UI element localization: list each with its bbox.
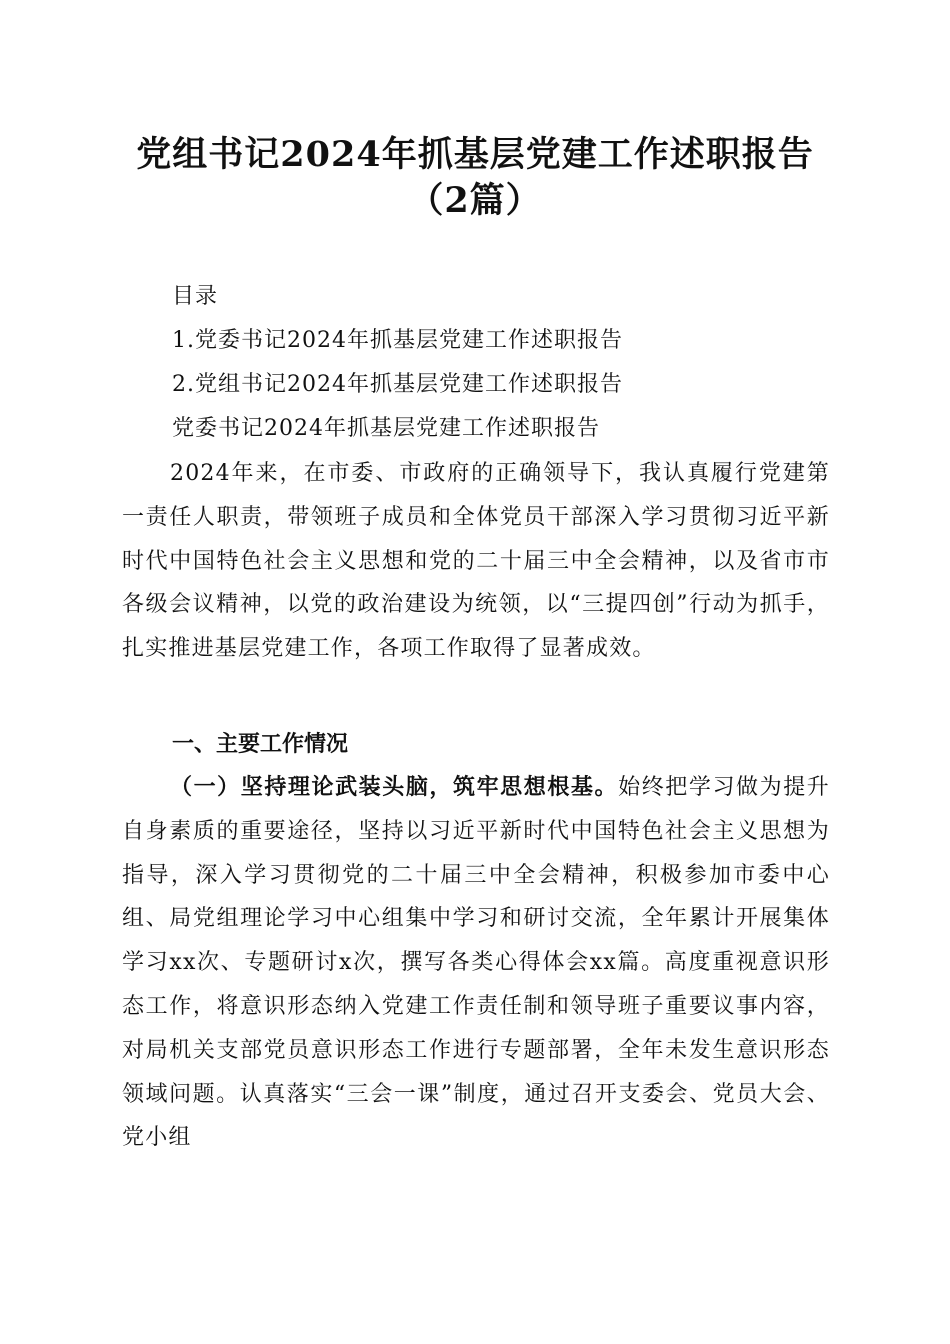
document-title: 党组书记2024年抓基层党建工作述职报告（2篇） (136, 134, 814, 221)
toc-item-1: 1.党委书记2024年抓基层党建工作述职报告 (172, 328, 623, 353)
subsection-lead: （一）坚持理论武装头脑，筑牢思想根基。 (170, 774, 619, 800)
section-heading: 一、主要工作情况 (172, 732, 349, 757)
toc-heading: 目录 (172, 284, 219, 309)
toc-item-2: 2.党组书记2024年抓基层党建工作述职报告 (172, 372, 623, 397)
report-title: 党委书记2024年抓基层党建工作述职报告 (172, 416, 600, 441)
subsection-paragraph (122, 766, 830, 1160)
subsection-text: 始终把学习做为提升自身素质的重要途径，坚持以习近平新时代中国特色社会主义思想为指导，深入学习贯彻党的二十届三中全会精神，积极参加市委中心组、局党组理论学习中心组集中学习和研讨交流，全年累计开展集体学习xx次、专题研讨x次，撰写各类心得体会xx篇。高度重视意识形态工作，将意识形态纳入党建工作责任制和领导班子重要议事内容，对局机关支部党员意识形态工作进行专题部署，全年未发生意识形态领域问题。认真落实“三会一课”制度，通过召开支委会、党员大会、党小组 (122, 775, 830, 1151)
intro-paragraph: 2024年来，在市委、市政府的正确领导下，我认真履行党建第一责任人职责，带领班子成员和全体党员干部深入学习贯彻习近平新时代中国特色社会主义思想和党的二十届三中全会精神，以及省市市各级会议精神，以党的政治建设为统领，以“三提四创”行动为抓手，扎实推进基层党建工作，各项工作取得了显著成效。 (122, 461, 830, 662)
